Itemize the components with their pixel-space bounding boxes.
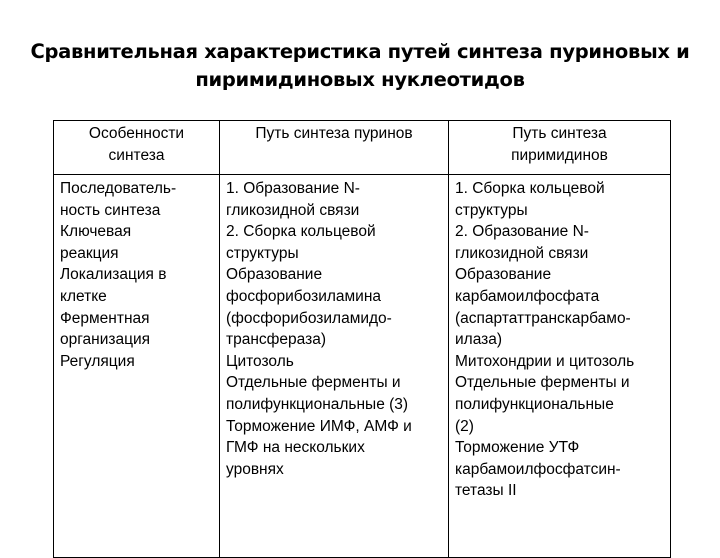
pyrimidine-cell xyxy=(449,175,671,558)
purine-line: (фосфорибозиламидо- xyxy=(226,309,392,327)
pyrimidine-line: гликозидной связи xyxy=(455,244,589,262)
pyrimidine-line: 1. Сборка кольцевой xyxy=(455,180,605,197)
features-line: клетке xyxy=(60,287,107,305)
pyrimidine-line: илаза) xyxy=(455,331,503,349)
table-header-row xyxy=(54,121,671,175)
purine-line: Отдельные ферменты и xyxy=(226,374,401,392)
features-line: Ключевая xyxy=(60,223,132,241)
header-features-line: Особенности xyxy=(88,125,185,142)
purine-line: структуры xyxy=(226,244,299,262)
header-pyrimidine-line: пиримидинов xyxy=(511,146,608,164)
pyrimidine-line: Торможение УТФ xyxy=(455,439,580,457)
pyrimidine-line: Отдельные ферменты и xyxy=(455,374,630,392)
features-line: Последователь- xyxy=(60,180,177,197)
pyrimidine-line: структуры xyxy=(455,201,528,219)
purine-line: ГМФ на нескольких xyxy=(226,439,365,457)
pyrimidine-line: карбамоилфосфата xyxy=(455,287,600,305)
pyrimidine-line: Митохондрии и цитозоль xyxy=(455,352,635,370)
purine-line: 2. Сборка кольцевой xyxy=(226,223,376,241)
table-body-row xyxy=(54,175,671,558)
header-features xyxy=(54,121,220,175)
features-line: Локализация в xyxy=(60,266,167,284)
pyrimidine-line: тетазы II xyxy=(455,482,517,500)
features-line: ность синтеза xyxy=(60,201,161,219)
pyrimidine-line: (2) xyxy=(455,417,474,435)
purine-line: фосфорибозиламина xyxy=(226,287,382,305)
pyrimidine-line: 2. Образование N- xyxy=(455,223,589,241)
pyrimidine-line: Образование xyxy=(455,266,552,284)
features-line: реакция xyxy=(60,244,119,262)
comparison-table xyxy=(53,120,671,558)
header-purine-path xyxy=(220,121,449,175)
header-purine-line: Путь синтеза пуринов xyxy=(255,125,413,142)
slide-title xyxy=(20,38,700,94)
purine-line: гликозидной связи xyxy=(226,201,360,219)
purine-cell xyxy=(220,175,449,558)
purine-line: Образование xyxy=(226,266,323,284)
header-features-line: синтеза xyxy=(108,146,165,164)
purine-line: 1. Образование N- xyxy=(226,180,360,197)
purine-line: уровнях xyxy=(226,460,284,478)
header-pyrimidine-line: Путь синтеза xyxy=(512,125,607,142)
pyrimidine-line: (аспартаттранскарбамо- xyxy=(455,309,631,327)
features-line: Ферментная xyxy=(60,309,150,327)
features-line: Регуляция xyxy=(60,352,135,370)
features-cell xyxy=(54,175,220,558)
pyrimidine-line: полифункциональные xyxy=(455,395,614,413)
header-pyrimidine-path xyxy=(449,121,671,175)
features-line: организация xyxy=(60,331,151,349)
purine-line: трансфераза) xyxy=(226,331,326,349)
pyrimidine-line: карбамоилфосфатсин- xyxy=(455,460,621,478)
purine-line: Цитозоль xyxy=(226,352,294,370)
slide-title-line-1: Сравнительная характеристика путей синтеза пуриновых и xyxy=(30,40,690,63)
purine-line: полифункциональные (3) xyxy=(226,395,409,413)
slide-title-line-2: пиримидиновых нуклеотидов xyxy=(195,68,525,91)
purine-line: Торможение ИМФ, АМФ и xyxy=(226,417,412,435)
